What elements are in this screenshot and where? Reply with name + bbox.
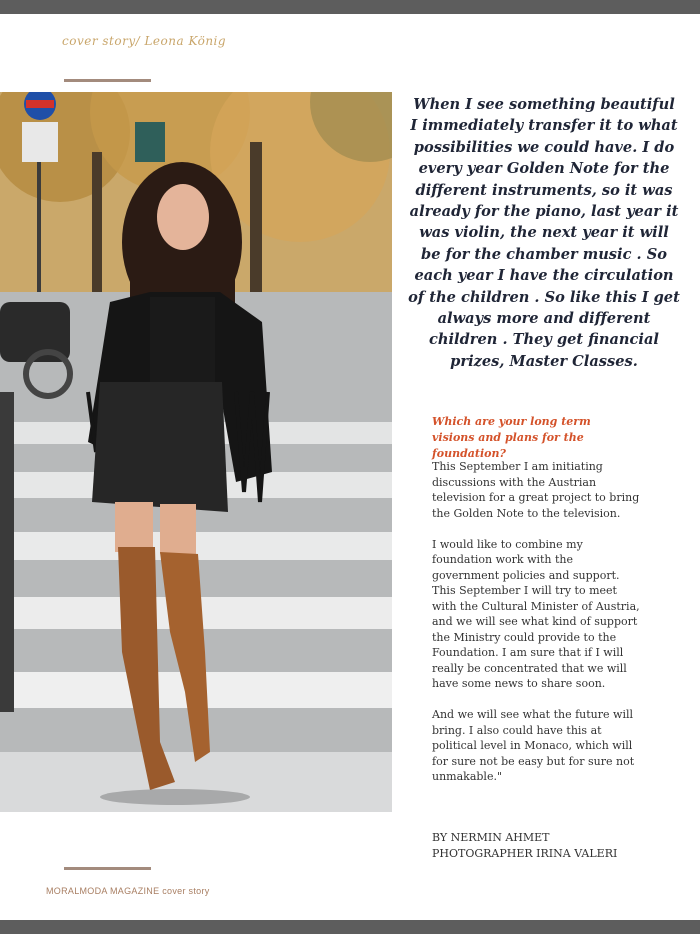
footer-brand: MORALMODA MAGAZINE [46,886,160,896]
top-frame-bar [0,0,700,14]
top-divider-rule [64,79,151,82]
bottom-frame-bar [0,920,700,934]
answer-paragraph: I would like to combine my foundation work with the government policies and support. This September I will try to meet with the Cultural Minister of Austria, and we will see what kind of support the Ministry could provide to the Foundation. I am sure that if I will really be concentrated that we will have some news to share soon. [432,537,640,690]
header-section-tag: cover story/ Leona König [62,34,227,48]
photographer-credit: PHOTOGRAPHER IRINA VALERI [432,846,618,860]
interview-question: Which are your long term visions and plans for the foundation? [432,415,591,460]
footer-section: cover story [162,886,210,896]
page-footer [46,886,210,896]
answer-paragraph: This September I am initiating discussions with the Austrian television for a great project to bring the Golden Note to the television. [432,460,640,520]
pull-quote: When I see something beautiful I immediately transfer it to what possibilities we could have. I do every year Golden Note for the different instruments, so it was already for the piano, last year it was violin, the next year it will be for the chamber music . So each year I have the circulation of the children . So like this I get always more and different children . They get financial prizes, Master Classes. [408,96,680,370]
author-credit: BY NERMIN AHMET [432,831,550,844]
answer-paragraph: And we will see what the future will bring. I also could have this at political level in Monaco, which will for sure not be easy but for sure not unmakable." [432,708,635,783]
bottom-divider-rule [64,867,151,870]
article-credits [432,830,662,861]
cover-photo-illustration [0,92,392,812]
cover-photo [0,92,392,812]
interview-answer [432,459,642,800]
